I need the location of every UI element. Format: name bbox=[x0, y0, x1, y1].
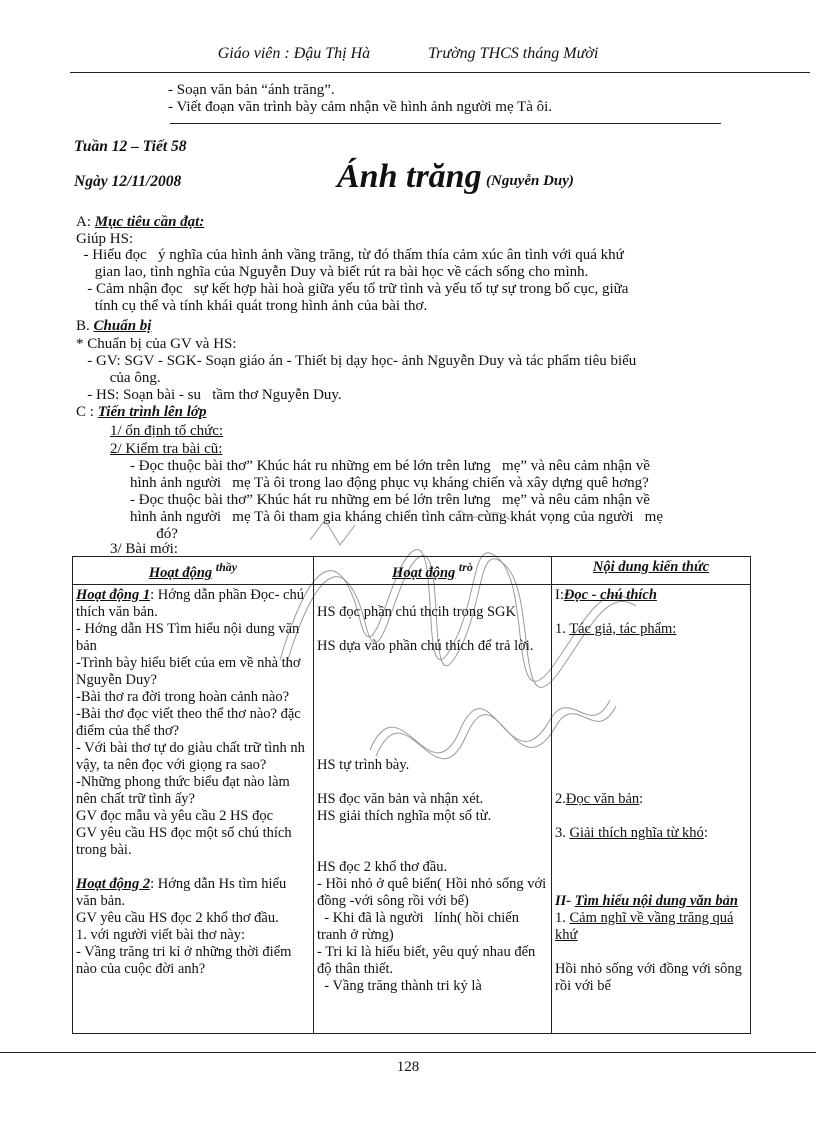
section-b-label: B. bbox=[76, 318, 94, 334]
page-number: 128 bbox=[396, 1059, 420, 1075]
teacher-item: - Hớng dẫn HS Tìm hiểu nội dung văn bản bbox=[76, 620, 300, 654]
section-a-label: A: bbox=[76, 214, 95, 230]
section-a-line: - Hiểu đọc ý nghĩa của hình ảnh vầng trăng, từ đó thấm thía cảm xúc ân tình với quá khứ bbox=[76, 247, 624, 263]
section-a-line: tính cụ thể và tính khái quát trong hình ảnh của bài thơ. bbox=[76, 298, 428, 314]
review-question-line: hình ảnh người mẹ Tà ôi trong lao động phục vụ kháng chiến và xây dựng quê hơng? bbox=[130, 475, 649, 491]
school-name: Trường THCS tháng Mười bbox=[428, 45, 599, 62]
section-b-line: - GV: SGV - SGK- Soạn giáo án - Thiết bị dạy học- ảnh Nguyễn Duy và tác phẩm tiêu biểu bbox=[76, 353, 637, 369]
teacher-item: GV yêu cầu HS đọc một số chú thích trong bài. bbox=[76, 824, 292, 858]
footer-divider bbox=[0, 1052, 816, 1053]
section-c-label: C : bbox=[76, 404, 98, 420]
student-activity-cell bbox=[314, 584, 552, 1033]
review-question-line: hình ảnh người mẹ Tà ôi tham gia kháng chiến tình cảm cùng khát vọng của người mẹ bbox=[130, 509, 663, 525]
teacher-item: GV đọc mẫu và yêu cầu 2 HS đọc bbox=[76, 807, 274, 824]
section-b-heading bbox=[76, 318, 151, 335]
col-teacher-header: Hoạt động $^{thầy}$ bbox=[73, 557, 314, 585]
student-item: HS giải thích nghĩa một số từ. bbox=[317, 807, 492, 824]
section-a-line: gian lao, tình nghĩa của Nguyễn Duy và biết rút ra bài học về cách sống cho mình. bbox=[76, 264, 589, 280]
lesson-table bbox=[72, 556, 751, 1034]
teacher-item: -Trình bày hiểu biết của em về nhà thơ Nguyễn Duy? bbox=[76, 654, 301, 688]
col-content-header: Nội dung kiến thức bbox=[552, 557, 751, 585]
content-item: Hồi nhỏ sống với đồng với sông rồi với bể bbox=[555, 960, 742, 994]
table-header-row bbox=[73, 557, 751, 585]
student-item: HS dựa vào phần chú thích để trả lời. bbox=[317, 637, 534, 654]
student-item: HS tự trình bày. bbox=[317, 756, 410, 773]
top-divider bbox=[170, 123, 721, 124]
content-section-1: I:Đọc - chú thích bbox=[555, 586, 657, 603]
col-student-header: Hoạt động $^{trò}$ bbox=[314, 557, 552, 585]
student-item: - Khi đã là người lính( hồi chiến tranh ở rừng) bbox=[317, 909, 523, 943]
section-c-title: Tiến trình lên lớp bbox=[97, 404, 207, 420]
student-item: HS đọc văn bản và nhận xét. bbox=[317, 790, 484, 807]
section-a-heading bbox=[76, 214, 204, 231]
teacher-item: - Với bài thơ tự do giàu chất trữ tình nh vậy, ta nên đọc với giọng ra sao? bbox=[76, 739, 305, 773]
student-item: - Vầng trăng thành tri kỷ là bbox=[317, 977, 482, 994]
section-a-line: Giúp HS: bbox=[76, 231, 134, 247]
student-item: - Tri kỉ là hiểu biết, yêu quý nhau đến độ thân thiết. bbox=[317, 943, 536, 977]
header-divider bbox=[70, 72, 810, 73]
student-item: - Hồi nhỏ ở quê biển( Hồi nhỏ sống với đồng -với sông rồi với bể) bbox=[317, 875, 547, 909]
table-row bbox=[73, 584, 751, 1033]
page-header bbox=[0, 45, 816, 63]
section-a-line: - Cảm nhận đọc sự kết hợp hài hoà giữa yếu tố trữ tình và yếu tố tự sự trong bố cục, giữa bbox=[76, 281, 629, 297]
review-question-line: - Đọc thuộc bài thơ” Khúc hát ru những em bé lớn trên lưng mẹ” và nêu cảm nhận về bbox=[130, 458, 650, 474]
teacher-item: GV yêu cầu HS đọc 2 khổ thơ đầu. bbox=[76, 909, 279, 926]
content-item: 1. Tác giả, tác phẩm: bbox=[555, 620, 677, 637]
content-cell bbox=[552, 584, 751, 1033]
content-item: 2.Đọc văn bản: bbox=[555, 790, 644, 807]
student-item: HS đọc 2 khổ thơ đầu. bbox=[317, 858, 448, 875]
section-b-line: của ông. bbox=[76, 370, 161, 386]
teacher-item: -Bài thơ ra đời trong hoàn cảnh nào? bbox=[76, 688, 290, 705]
teacher-item: - Vầng trăng tri kỉ ở những thời điểm nào của cuộc đời anh? bbox=[76, 943, 292, 977]
teacher-item: -Những phong thức biểu đạt nào làm nên chất trữ tình ấy? bbox=[76, 773, 290, 807]
section-a-title: Mục tiêu cần đạt: bbox=[94, 214, 205, 230]
teacher-item: 1. với người viết bài thơ này: bbox=[76, 926, 245, 943]
teacher-activity-cell bbox=[73, 584, 314, 1033]
content-item: 1. Cảm nghĩ về vầng trăng quá khứ bbox=[555, 909, 734, 943]
step-1: 1/ ổn định tổ chức: bbox=[110, 423, 224, 439]
lesson-title: Ánh trăng bbox=[337, 158, 482, 195]
review-question-line: đó? bbox=[130, 526, 178, 542]
activity-2: Hoạt động 2: Hớng dẫn Hs tìm hiểu văn bản. bbox=[76, 875, 287, 909]
top-line-1: - Soạn văn bản “ánh trăng”. bbox=[168, 82, 335, 98]
content-item: 3. Giải thích nghĩa từ khó: bbox=[555, 824, 708, 841]
lesson-date: Ngày 12/11/2008 bbox=[74, 173, 182, 190]
step-3: 3/ Bài mới: bbox=[110, 541, 178, 557]
lesson-week: Tuần 12 – Tiết 58 bbox=[74, 138, 187, 155]
section-b-line: * Chuẩn bị của GV và HS: bbox=[76, 336, 237, 352]
teacher-item: -Bài thơ đọc viết theo thể thơ nào? đặc điểm của thể thơ? bbox=[76, 705, 301, 739]
section-c-heading bbox=[76, 404, 206, 421]
section-b-line: - HS: Soạn bài - su tầm thơ Nguyễn Duy. bbox=[76, 387, 342, 403]
section-b-title: Chuẩn bị bbox=[93, 318, 152, 334]
review-question-line: - Đọc thuộc bài thơ” Khúc hát ru những em bé lớn trên lưng mẹ” và nêu cảm nhận về bbox=[130, 492, 650, 508]
activity-1: Hoạt động 1: Hớng dẫn phần Đọc- chú thích văn bản. bbox=[76, 586, 304, 620]
top-line-2: - Viết đoạn văn trình bày cảm nhận về hình ảnh người mẹ Tà ôi. bbox=[168, 99, 553, 115]
content-section-2: II- Tìm hiểu nội dung văn bản bbox=[555, 892, 738, 909]
lesson-author: (Nguyễn Duy) bbox=[486, 173, 574, 189]
step-2: 2/ Kiểm tra bài cũ: bbox=[110, 441, 223, 457]
teacher-name: Giáo viên : Đậu Thị Hà bbox=[217, 45, 371, 62]
student-item: HS đọc phần chú thcih trong SGK bbox=[317, 603, 516, 620]
